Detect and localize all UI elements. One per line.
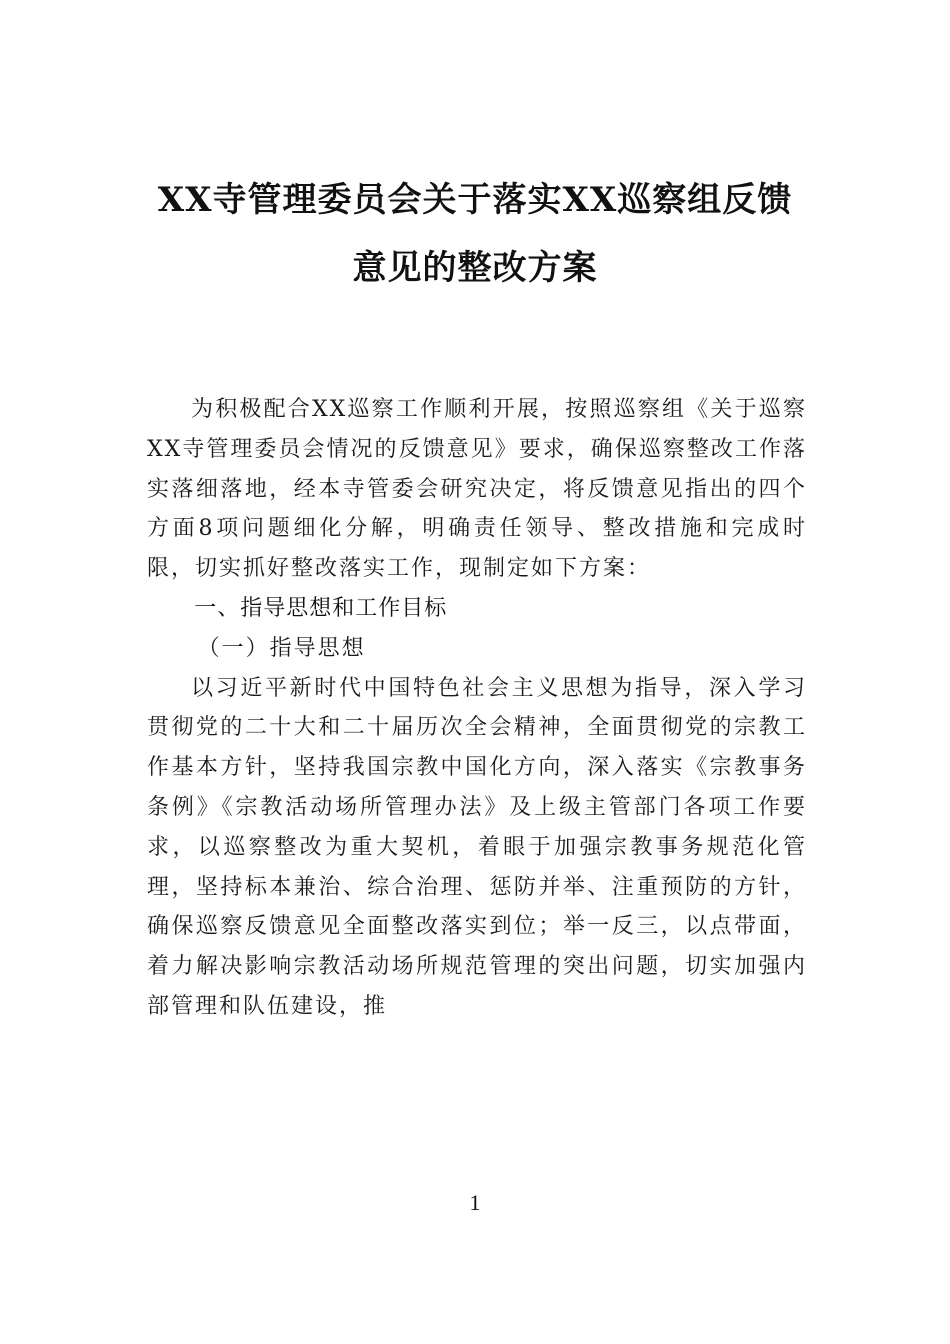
document-title-line-1: XX寺管理委员会关于落实XX巡察组反馈 <box>157 180 793 220</box>
guiding-ideology-paragraph: 以习近平新时代中国特色社会主义思想为指导，深入学习贯彻党的二十大和二十届历次全会精神，全面贯彻党的宗教工作基本方针，坚持我国宗教中国化方向，深入落实《宗教事务条例》《宗教活动场所管理办法》及上级主管部门各项工作要求，以巡察整改为重大契机，着眼于加强宗教事务规范化管理，坚持标本兼治、综合治理、惩防并举、注重预防的方针，确保巡察反馈意见全面整改落实到位；举一反三，以点带面，着力解决影响宗教活动场所规范管理的突出问题，切实加强内部管理和队伍建设，推 <box>147 675 807 1019</box>
subsection-heading-guiding-ideology: （一）指导思想 <box>197 635 366 661</box>
section-heading-guiding-ideology-and-goals: 一、指导思想和工作目标 <box>194 595 448 621</box>
document-body <box>147 390 807 1027</box>
page-number: 1 <box>469 1190 481 1215</box>
intro-paragraph: 为积极配合XX巡察工作顺利开展，按照巡察组《关于巡察XX寺管理委员会情况的反馈意见》要求，确保巡察整改工作落实落细落地，经本寺管委会研究决定，将反馈意见指出的四个方面8项问题细化分解，明确责任领导、整改措施和完成时限，切实抓好整改落实工作，现制定如下方案： <box>147 397 807 582</box>
document-title-line-2: 意见的整改方案 <box>352 248 598 288</box>
